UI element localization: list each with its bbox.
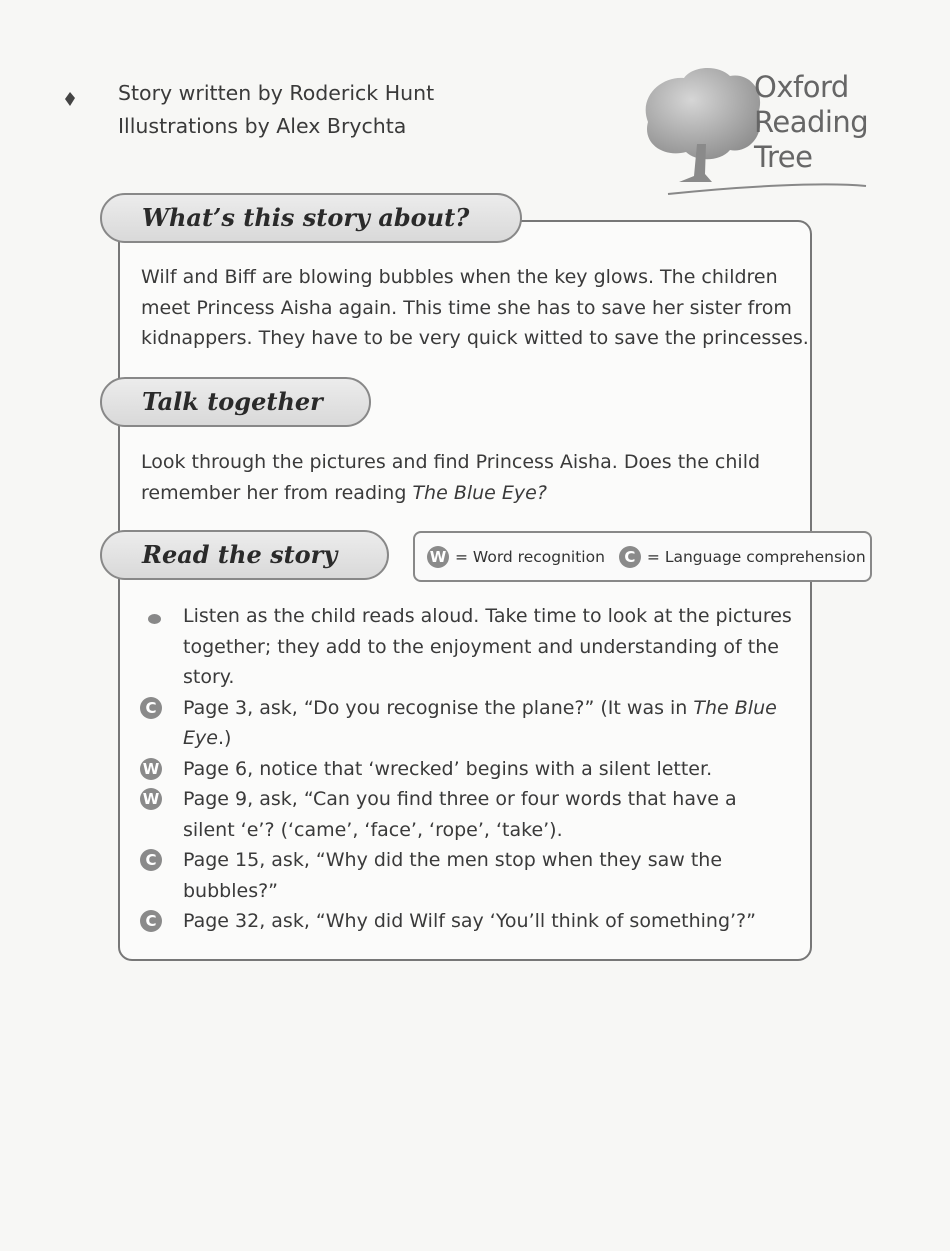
talk-line-text: remember her from reading [141,481,413,504]
list-item-line [183,693,800,724]
talk-line: Look through the pictures and find Princess Aisha. Does the child [141,451,761,473]
about-paragraph [141,262,809,354]
talk-heading: Talk together [100,377,371,427]
language-comprehension-label: = Language comprehension [646,547,866,566]
word-badge-icon: W [140,788,162,810]
list-item-line: Listen as the child reads aloud. Take time to look at the pictures [183,605,792,627]
list-item [140,845,800,906]
book-title: The Blue [693,696,777,719]
word-recognition-label: = Word recognition [455,547,605,566]
comprehension-badge-icon: C [140,697,162,719]
word-recognition-badge: W [427,546,449,568]
list-item [140,784,800,845]
list-item-text: .) [217,727,232,749]
about-line: meet Princess Aisha again. This time she has to save her sister from [141,296,792,319]
list-item [140,906,800,937]
list-item [140,601,800,693]
about-line: Wilf and Biff are blowing bubbles when the key glows. The children [141,266,778,288]
credits [118,77,434,143]
list-item-text: Page 3, ask, “Do you recognise the plane?” (It was in [183,696,694,719]
list-item-line [183,723,800,754]
list-item-line: story. [183,666,235,688]
list-item-line: Page 15, ask, “Why did the men stop when they saw the [183,849,723,871]
read-heading: Read the story [100,530,389,580]
comprehension-badge-icon: C [140,910,162,932]
decorative-bullet-icon [64,92,76,106]
talk-paragraph [141,447,760,508]
list-item-line: silent ‘e’? (‘came’, ‘face’, ‘rope’, ‘take’). [183,818,563,841]
bullet-icon [148,614,161,624]
logo-line-reading: Reading [754,105,869,139]
talk-line [141,478,760,509]
list-item-line: together; they add to the enjoyment and understanding of the [183,635,779,658]
about-heading: What’s this story about? [100,193,522,243]
about-line: kidnappers. They have to be very quick witted to save the princesses. [141,327,809,349]
word-badge-icon: W [140,758,162,780]
logo-line-tree: Tree [754,140,813,174]
author-credit: Story written by Roderick Hunt [118,81,435,105]
list-item-line: Page 9, ask, “Can you find three or four words that have a [183,788,737,810]
list-item-line: Page 6, notice that ‘wrecked’ begins with a silent letter. [183,757,713,780]
read-list [140,601,800,937]
language-comprehension-badge: C [619,546,641,568]
list-item-line: bubbles?” [183,879,279,902]
book-title: Eye [183,727,218,749]
list-item [140,754,800,785]
logo-line-oxford: Oxford [754,70,849,104]
book-title: The Blue Eye? [412,481,547,504]
list-item [140,693,800,754]
badge-legend [413,531,872,582]
comprehension-badge-icon: C [140,849,162,871]
list-item-line: Page 32, ask, “Why did Wilf say ‘You’ll think of something’?” [183,910,756,932]
illustrator-credit: Illustrations by Alex Brychta [118,114,407,138]
